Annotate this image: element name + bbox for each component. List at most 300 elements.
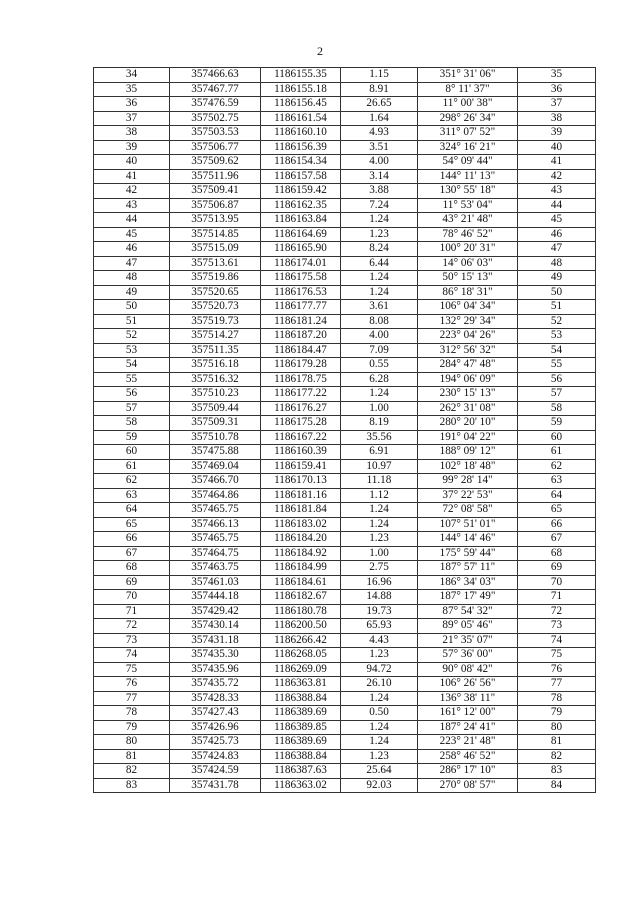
table-row: [94, 778, 596, 793]
point-number-cell: 80: [94, 735, 170, 750]
point-number-cell: 52: [94, 329, 170, 344]
next-point-cell: 47: [518, 242, 596, 257]
point-number-cell: 34: [94, 68, 170, 83]
next-point-cell: 58: [518, 401, 596, 416]
distance-cell: 1.00: [341, 401, 418, 416]
bearing-cell: 144° 11' 13": [418, 169, 518, 184]
distance-cell: 6.91: [341, 445, 418, 460]
distance-cell: 3.14: [341, 169, 418, 184]
bearing-cell: 130° 55' 18": [418, 184, 518, 199]
next-point-cell: 64: [518, 488, 596, 503]
y-coordinate-cell: 1186184.61: [261, 575, 341, 590]
next-point-cell: 59: [518, 416, 596, 431]
distance-cell: 26.10: [341, 677, 418, 692]
distance-cell: 3.51: [341, 140, 418, 155]
y-coordinate-cell: 1186161.54: [261, 111, 341, 126]
distance-cell: 3.88: [341, 184, 418, 199]
distance-cell: 3.61: [341, 300, 418, 315]
table-row: [94, 111, 596, 126]
distance-cell: 4.43: [341, 633, 418, 648]
distance-cell: 1.24: [341, 517, 418, 532]
table-row: [94, 329, 596, 344]
y-coordinate-cell: 1186184.20: [261, 532, 341, 547]
point-number-cell: 57: [94, 401, 170, 416]
bearing-cell: 311° 07' 52": [418, 126, 518, 141]
point-number-cell: 42: [94, 184, 170, 199]
table-row: [94, 706, 596, 721]
distance-cell: 0.50: [341, 706, 418, 721]
table-row: [94, 198, 596, 213]
distance-cell: 1.24: [341, 735, 418, 750]
x-coordinate-cell: 357510.23: [170, 387, 261, 402]
distance-cell: 1.24: [341, 503, 418, 518]
distance-cell: 1.24: [341, 387, 418, 402]
x-coordinate-cell: 357466.13: [170, 517, 261, 532]
point-number-cell: 50: [94, 300, 170, 315]
x-coordinate-cell: 357520.65: [170, 285, 261, 300]
bearing-cell: 11° 00' 38": [418, 97, 518, 112]
y-coordinate-cell: 1186181.84: [261, 503, 341, 518]
point-number-cell: 67: [94, 546, 170, 561]
next-point-cell: 74: [518, 633, 596, 648]
x-coordinate-cell: 357430.14: [170, 619, 261, 634]
point-number-cell: 53: [94, 343, 170, 358]
bearing-cell: 100° 20' 31": [418, 242, 518, 257]
y-coordinate-cell: 1186179.28: [261, 358, 341, 373]
x-coordinate-cell: 357520.73: [170, 300, 261, 315]
x-coordinate-cell: 357503.53: [170, 126, 261, 141]
x-coordinate-cell: 357511.96: [170, 169, 261, 184]
next-point-cell: 84: [518, 778, 596, 793]
x-coordinate-cell: 357516.18: [170, 358, 261, 373]
x-coordinate-cell: 357519.86: [170, 271, 261, 286]
y-coordinate-cell: 1186156.39: [261, 140, 341, 155]
y-coordinate-cell: 1186165.90: [261, 242, 341, 257]
y-coordinate-cell: 1186178.75: [261, 372, 341, 387]
y-coordinate-cell: 1186388.84: [261, 749, 341, 764]
point-number-cell: 45: [94, 227, 170, 242]
bearing-cell: 191° 04' 22": [418, 430, 518, 445]
distance-cell: 1.00: [341, 546, 418, 561]
point-number-cell: 54: [94, 358, 170, 373]
point-number-cell: 79: [94, 720, 170, 735]
distance-cell: 4.93: [341, 126, 418, 141]
table-row: [94, 532, 596, 547]
bearing-cell: 324° 16' 21": [418, 140, 518, 155]
coordinates-table: [93, 67, 596, 793]
y-coordinate-cell: 1186363.02: [261, 778, 341, 793]
x-coordinate-cell: 357509.41: [170, 184, 261, 199]
next-point-cell: 48: [518, 256, 596, 271]
distance-cell: 8.08: [341, 314, 418, 329]
point-number-cell: 64: [94, 503, 170, 518]
y-coordinate-cell: 1186167.22: [261, 430, 341, 445]
x-coordinate-cell: 357516.32: [170, 372, 261, 387]
next-point-cell: 76: [518, 662, 596, 677]
bearing-cell: 136° 38' 11": [418, 691, 518, 706]
distance-cell: 1.24: [341, 720, 418, 735]
x-coordinate-cell: 357465.75: [170, 503, 261, 518]
next-point-cell: 56: [518, 372, 596, 387]
table-row: [94, 82, 596, 97]
y-coordinate-cell: 1186181.24: [261, 314, 341, 329]
y-coordinate-cell: 1186160.10: [261, 126, 341, 141]
y-coordinate-cell: 1186176.27: [261, 401, 341, 416]
table-row: [94, 213, 596, 228]
x-coordinate-cell: 357428.33: [170, 691, 261, 706]
next-point-cell: 44: [518, 198, 596, 213]
x-coordinate-cell: 357467.77: [170, 82, 261, 97]
y-coordinate-cell: 1186268.05: [261, 648, 341, 663]
x-coordinate-cell: 357424.59: [170, 764, 261, 779]
bearing-cell: 54° 09' 44": [418, 155, 518, 170]
table-row: [94, 285, 596, 300]
x-coordinate-cell: 357513.95: [170, 213, 261, 228]
bearing-cell: 187° 17' 49": [418, 590, 518, 605]
y-coordinate-cell: 1186174.01: [261, 256, 341, 271]
point-number-cell: 83: [94, 778, 170, 793]
point-number-cell: 61: [94, 459, 170, 474]
y-coordinate-cell: 1186363.81: [261, 677, 341, 692]
x-coordinate-cell: 357514.85: [170, 227, 261, 242]
table-row: [94, 68, 596, 83]
distance-cell: 1.24: [341, 271, 418, 286]
next-point-cell: 70: [518, 575, 596, 590]
table-row: [94, 677, 596, 692]
table-row: [94, 546, 596, 561]
table-row: [94, 126, 596, 141]
next-point-cell: 77: [518, 677, 596, 692]
x-coordinate-cell: 357463.75: [170, 561, 261, 576]
bearing-cell: 262° 31' 08": [418, 401, 518, 416]
bearing-cell: 312° 56' 32": [418, 343, 518, 358]
next-point-cell: 71: [518, 590, 596, 605]
table-row: [94, 387, 596, 402]
table-row: [94, 242, 596, 257]
distance-cell: 1.23: [341, 648, 418, 663]
next-point-cell: 66: [518, 517, 596, 532]
next-point-cell: 46: [518, 227, 596, 242]
distance-cell: 1.12: [341, 488, 418, 503]
table-row: [94, 430, 596, 445]
point-number-cell: 49: [94, 285, 170, 300]
next-point-cell: 54: [518, 343, 596, 358]
distance-cell: 1.23: [341, 749, 418, 764]
point-number-cell: 46: [94, 242, 170, 257]
next-point-cell: 60: [518, 430, 596, 445]
bearing-cell: 188° 09' 12": [418, 445, 518, 460]
bearing-cell: 258° 46' 52": [418, 749, 518, 764]
next-point-cell: 53: [518, 329, 596, 344]
y-coordinate-cell: 1186389.85: [261, 720, 341, 735]
distance-cell: 4.00: [341, 155, 418, 170]
table-row: [94, 749, 596, 764]
table-row: [94, 503, 596, 518]
page-number: 2: [317, 44, 323, 58]
y-coordinate-cell: 1186159.42: [261, 184, 341, 199]
y-coordinate-cell: 1186183.02: [261, 517, 341, 532]
y-coordinate-cell: 1186164.69: [261, 227, 341, 242]
next-point-cell: 61: [518, 445, 596, 460]
distance-cell: 7.09: [341, 343, 418, 358]
distance-cell: 1.24: [341, 691, 418, 706]
bearing-cell: 89° 05' 46": [418, 619, 518, 634]
bearing-cell: 8° 11' 37": [418, 82, 518, 97]
bearing-cell: 50° 15' 13": [418, 271, 518, 286]
next-point-cell: 52: [518, 314, 596, 329]
bearing-cell: 298° 26' 34": [418, 111, 518, 126]
next-point-cell: 83: [518, 764, 596, 779]
y-coordinate-cell: 1186175.58: [261, 271, 341, 286]
x-coordinate-cell: 357466.63: [170, 68, 261, 83]
distance-cell: 8.91: [341, 82, 418, 97]
y-coordinate-cell: 1186155.35: [261, 68, 341, 83]
y-coordinate-cell: 1186155.18: [261, 82, 341, 97]
point-number-cell: 68: [94, 561, 170, 576]
point-number-cell: 73: [94, 633, 170, 648]
distance-cell: 26.65: [341, 97, 418, 112]
bearing-cell: 21° 35' 07": [418, 633, 518, 648]
x-coordinate-cell: 357519.73: [170, 314, 261, 329]
x-coordinate-cell: 357435.96: [170, 662, 261, 677]
x-coordinate-cell: 357515.09: [170, 242, 261, 257]
next-point-cell: 63: [518, 474, 596, 489]
y-coordinate-cell: 1186269.09: [261, 662, 341, 677]
next-point-cell: 38: [518, 111, 596, 126]
distance-cell: 1.23: [341, 227, 418, 242]
y-coordinate-cell: 1186387.63: [261, 764, 341, 779]
y-coordinate-cell: 1186177.77: [261, 300, 341, 315]
table-row: [94, 590, 596, 605]
x-coordinate-cell: 357425.73: [170, 735, 261, 750]
next-point-cell: 35: [518, 68, 596, 83]
next-point-cell: 62: [518, 459, 596, 474]
x-coordinate-cell: 357506.87: [170, 198, 261, 213]
table-row: [94, 662, 596, 677]
point-number-cell: 36: [94, 97, 170, 112]
distance-cell: 4.00: [341, 329, 418, 344]
table-body: [94, 68, 596, 793]
table-row: [94, 459, 596, 474]
x-coordinate-cell: 357475.88: [170, 445, 261, 460]
next-point-cell: 68: [518, 546, 596, 561]
distance-cell: 1.15: [341, 68, 418, 83]
table-row: [94, 271, 596, 286]
y-coordinate-cell: 1186162.35: [261, 198, 341, 213]
next-point-cell: 80: [518, 720, 596, 735]
x-coordinate-cell: 357509.44: [170, 401, 261, 416]
bearing-cell: 99° 28' 14": [418, 474, 518, 489]
point-number-cell: 74: [94, 648, 170, 663]
bearing-cell: 194° 06' 09": [418, 372, 518, 387]
next-point-cell: 51: [518, 300, 596, 315]
bearing-cell: 144° 14' 46": [418, 532, 518, 547]
next-point-cell: 43: [518, 184, 596, 199]
point-number-cell: 66: [94, 532, 170, 547]
distance-cell: 1.23: [341, 532, 418, 547]
bearing-cell: 270° 08' 57": [418, 778, 518, 793]
point-number-cell: 44: [94, 213, 170, 228]
distance-cell: 1.64: [341, 111, 418, 126]
point-number-cell: 69: [94, 575, 170, 590]
next-point-cell: 40: [518, 140, 596, 155]
y-coordinate-cell: 1186156.45: [261, 97, 341, 112]
y-coordinate-cell: 1186388.84: [261, 691, 341, 706]
next-point-cell: 42: [518, 169, 596, 184]
point-number-cell: 60: [94, 445, 170, 460]
y-coordinate-cell: 1186177.22: [261, 387, 341, 402]
x-coordinate-cell: 357461.03: [170, 575, 261, 590]
next-point-cell: 45: [518, 213, 596, 228]
y-coordinate-cell: 1186180.78: [261, 604, 341, 619]
point-number-cell: 58: [94, 416, 170, 431]
bearing-cell: 230° 15' 13": [418, 387, 518, 402]
table-row: [94, 517, 596, 532]
bearing-cell: 87° 54' 32": [418, 604, 518, 619]
x-coordinate-cell: 357476.59: [170, 97, 261, 112]
point-number-cell: 47: [94, 256, 170, 271]
table-row: [94, 720, 596, 735]
table-row: [94, 140, 596, 155]
table-row: [94, 372, 596, 387]
table-row: [94, 561, 596, 576]
point-number-cell: 72: [94, 619, 170, 634]
y-coordinate-cell: 1186154.34: [261, 155, 341, 170]
x-coordinate-cell: 357426.96: [170, 720, 261, 735]
bearing-cell: 11° 53' 04": [418, 198, 518, 213]
bearing-cell: 86° 18' 31": [418, 285, 518, 300]
table-row: [94, 619, 596, 634]
table-row: [94, 445, 596, 460]
table-row: [94, 358, 596, 373]
x-coordinate-cell: 357511.35: [170, 343, 261, 358]
bearing-cell: 186° 34' 03": [418, 575, 518, 590]
bearing-cell: 78° 46' 52": [418, 227, 518, 242]
table-row: [94, 691, 596, 706]
bearing-cell: 175° 59' 44": [418, 546, 518, 561]
point-number-cell: 39: [94, 140, 170, 155]
point-number-cell: 62: [94, 474, 170, 489]
bearing-cell: 187° 24' 41": [418, 720, 518, 735]
point-number-cell: 40: [94, 155, 170, 170]
point-number-cell: 56: [94, 387, 170, 402]
distance-cell: 6.28: [341, 372, 418, 387]
y-coordinate-cell: 1186182.67: [261, 590, 341, 605]
point-number-cell: 37: [94, 111, 170, 126]
x-coordinate-cell: 357509.31: [170, 416, 261, 431]
point-number-cell: 76: [94, 677, 170, 692]
y-coordinate-cell: 1186200.50: [261, 619, 341, 634]
x-coordinate-cell: 357464.75: [170, 546, 261, 561]
x-coordinate-cell: 357464.86: [170, 488, 261, 503]
y-coordinate-cell: 1186184.47: [261, 343, 341, 358]
point-number-cell: 41: [94, 169, 170, 184]
y-coordinate-cell: 1186389.69: [261, 735, 341, 750]
table-row: [94, 604, 596, 619]
point-number-cell: 77: [94, 691, 170, 706]
distance-cell: 0.55: [341, 358, 418, 373]
table-row: [94, 474, 596, 489]
x-coordinate-cell: 357509.62: [170, 155, 261, 170]
y-coordinate-cell: 1186176.53: [261, 285, 341, 300]
table-row: [94, 256, 596, 271]
next-point-cell: 41: [518, 155, 596, 170]
table-row: [94, 314, 596, 329]
y-coordinate-cell: 1186187.20: [261, 329, 341, 344]
point-number-cell: 48: [94, 271, 170, 286]
distance-cell: 8.19: [341, 416, 418, 431]
next-point-cell: 82: [518, 749, 596, 764]
table-row: [94, 735, 596, 750]
point-number-cell: 82: [94, 764, 170, 779]
bearing-cell: 106° 04' 34": [418, 300, 518, 315]
table-row: [94, 184, 596, 199]
bearing-cell: 286° 17' 10": [418, 764, 518, 779]
y-coordinate-cell: 1186163.84: [261, 213, 341, 228]
distance-cell: 6.44: [341, 256, 418, 271]
next-point-cell: 79: [518, 706, 596, 721]
bearing-cell: 284° 47' 48": [418, 358, 518, 373]
x-coordinate-cell: 357465.75: [170, 532, 261, 547]
next-point-cell: 37: [518, 97, 596, 112]
distance-cell: 7.24: [341, 198, 418, 213]
y-coordinate-cell: 1186157.58: [261, 169, 341, 184]
next-point-cell: 81: [518, 735, 596, 750]
bearing-cell: 223° 04' 26": [418, 329, 518, 344]
distance-cell: 65.93: [341, 619, 418, 634]
point-number-cell: 59: [94, 430, 170, 445]
point-number-cell: 71: [94, 604, 170, 619]
point-number-cell: 63: [94, 488, 170, 503]
x-coordinate-cell: 357506.77: [170, 140, 261, 155]
y-coordinate-cell: 1186160.39: [261, 445, 341, 460]
table-row: [94, 401, 596, 416]
table-row: [94, 488, 596, 503]
table-row: [94, 169, 596, 184]
next-point-cell: 67: [518, 532, 596, 547]
bearing-cell: 43° 21' 48": [418, 213, 518, 228]
x-coordinate-cell: 357466.70: [170, 474, 261, 489]
bearing-cell: 107° 51' 01": [418, 517, 518, 532]
bearing-cell: 37° 22' 53": [418, 488, 518, 503]
bearing-cell: 57° 36' 00": [418, 648, 518, 663]
next-point-cell: 49: [518, 271, 596, 286]
distance-cell: 1.24: [341, 285, 418, 300]
point-number-cell: 70: [94, 590, 170, 605]
y-coordinate-cell: 1186175.28: [261, 416, 341, 431]
x-coordinate-cell: 357435.72: [170, 677, 261, 692]
table-row: [94, 155, 596, 170]
x-coordinate-cell: 357431.78: [170, 778, 261, 793]
next-point-cell: 39: [518, 126, 596, 141]
y-coordinate-cell: 1186170.13: [261, 474, 341, 489]
table-row: [94, 343, 596, 358]
bearing-cell: 14° 06' 03": [418, 256, 518, 271]
table-row: [94, 764, 596, 779]
distance-cell: 25.64: [341, 764, 418, 779]
distance-cell: 94.72: [341, 662, 418, 677]
bearing-cell: 280° 20' 10": [418, 416, 518, 431]
distance-cell: 1.24: [341, 213, 418, 228]
point-number-cell: 51: [94, 314, 170, 329]
bearing-cell: 102° 18' 48": [418, 459, 518, 474]
next-point-cell: 36: [518, 82, 596, 97]
bearing-cell: 90° 08' 42": [418, 662, 518, 677]
distance-cell: 19.73: [341, 604, 418, 619]
distance-cell: 35.56: [341, 430, 418, 445]
distance-cell: 92.03: [341, 778, 418, 793]
distance-cell: 10.97: [341, 459, 418, 474]
